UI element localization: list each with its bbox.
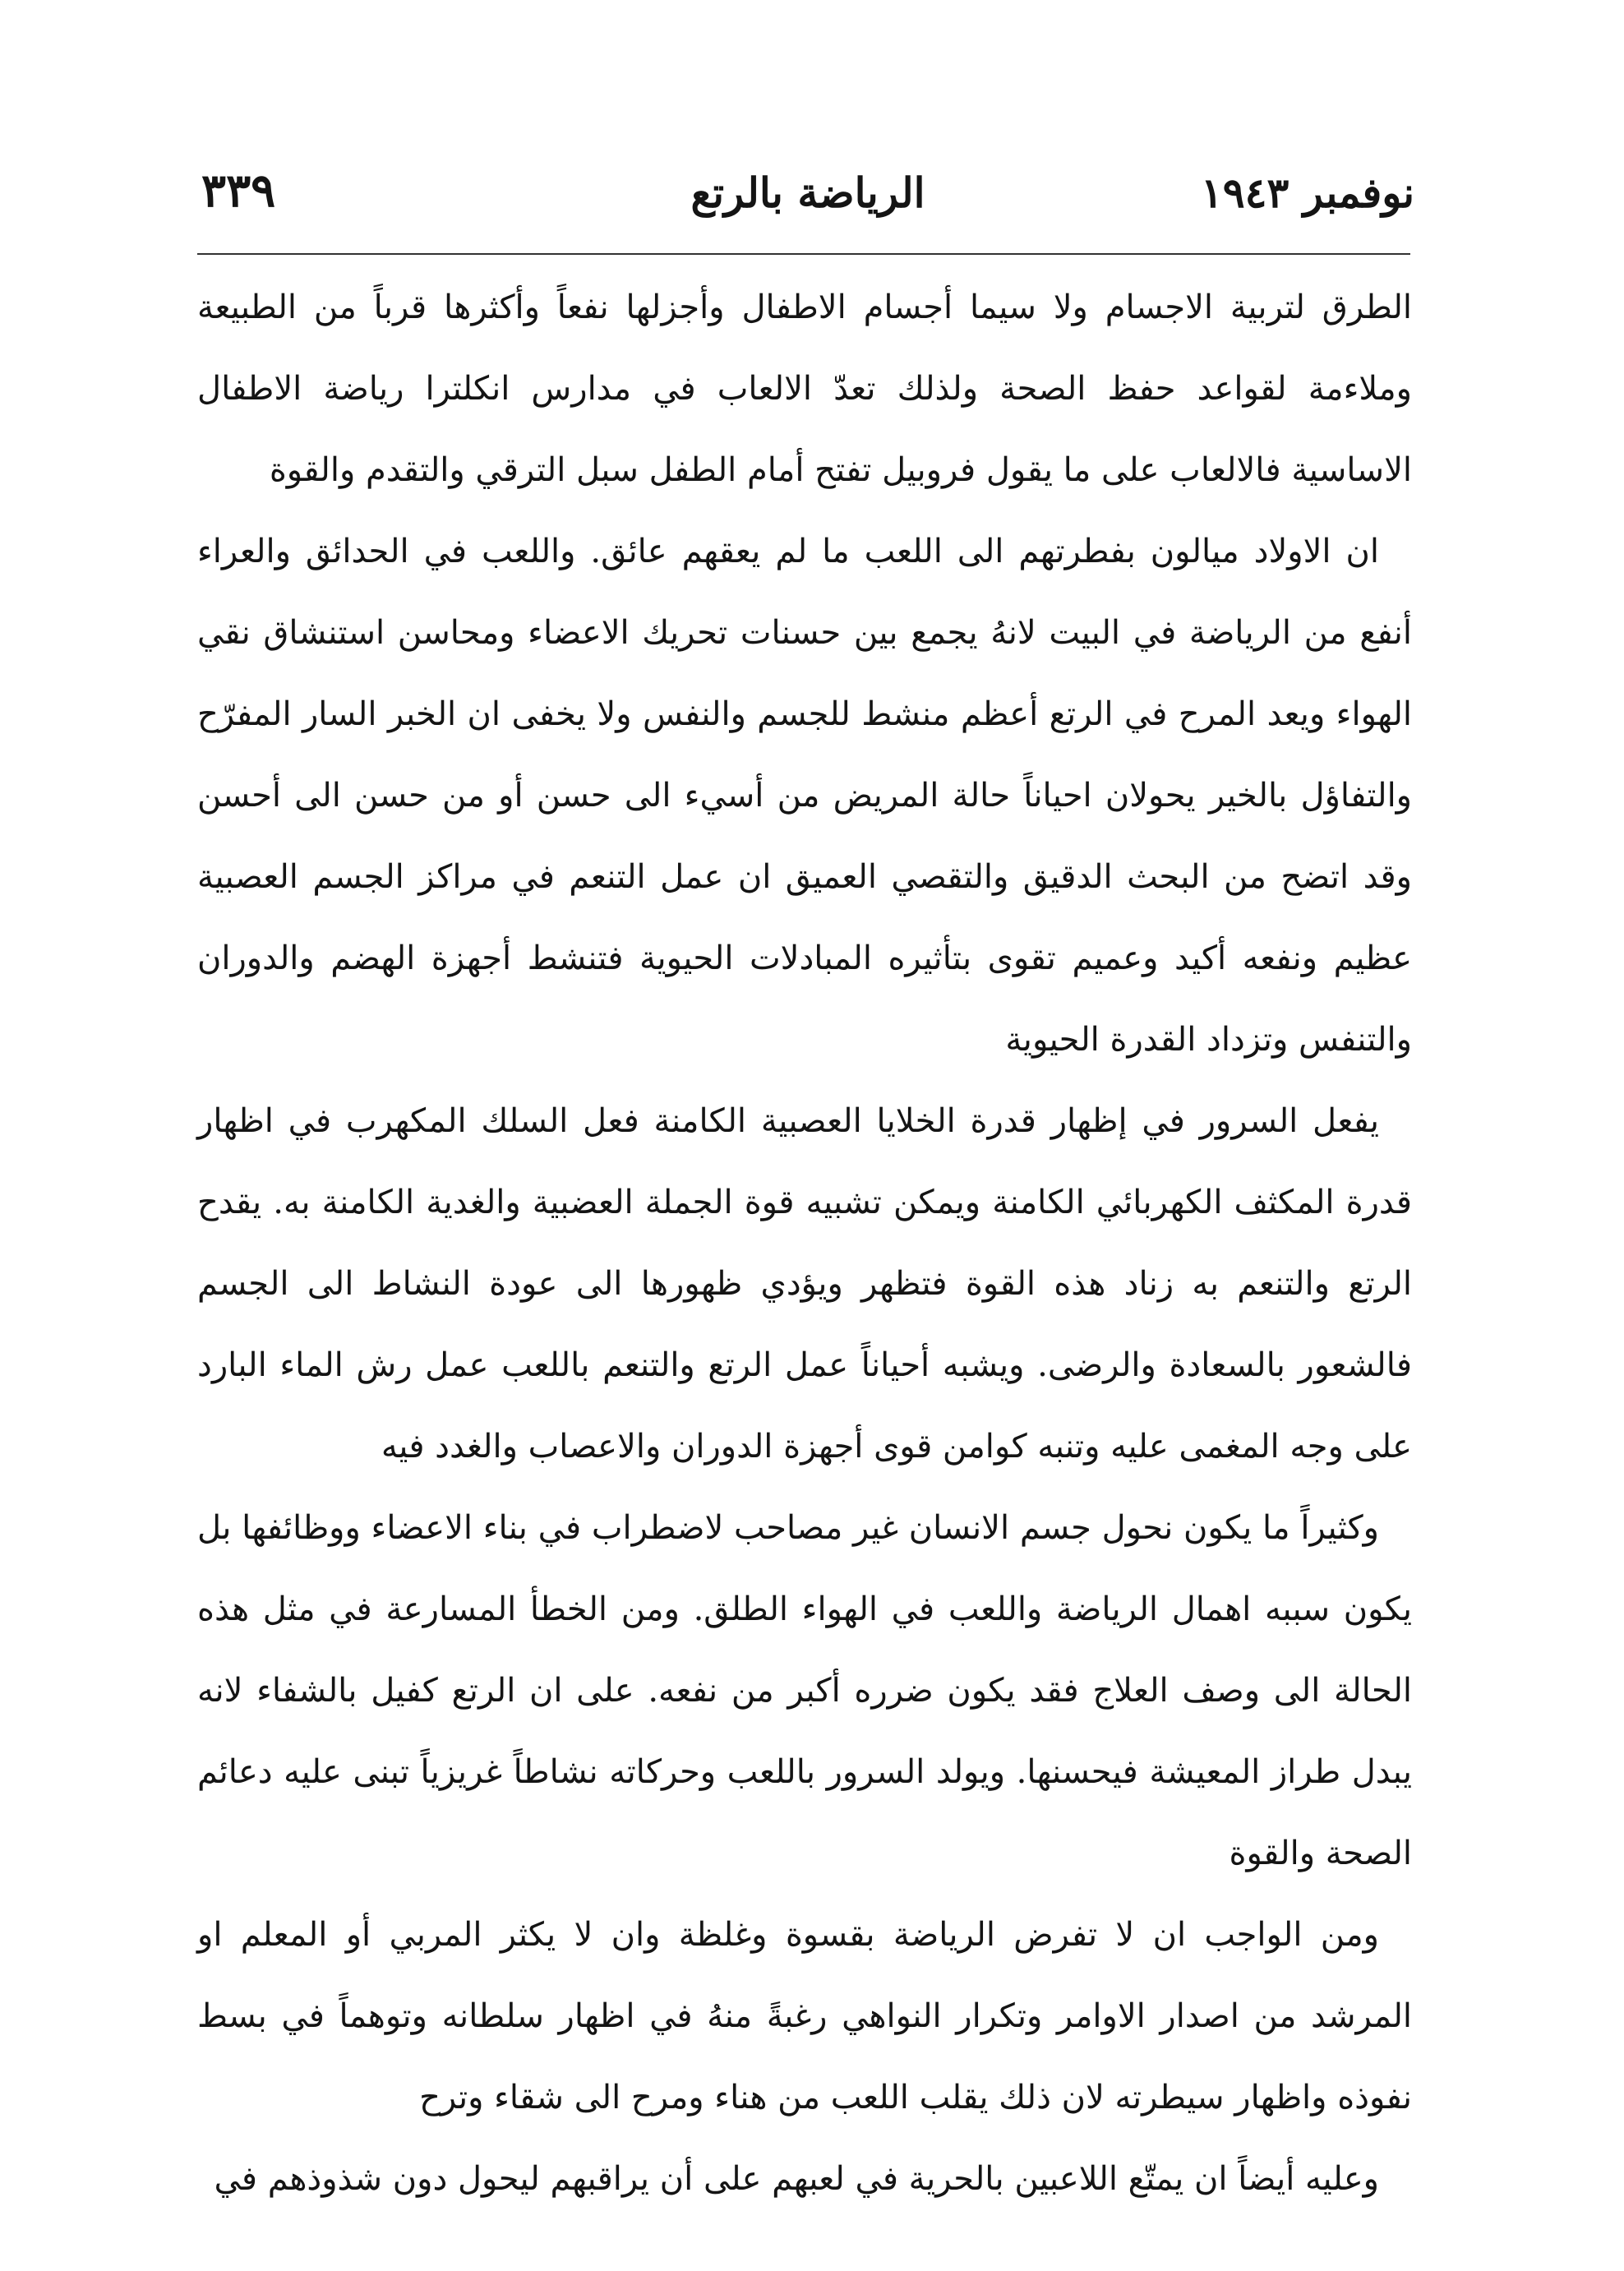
paragraph: وكثيراً ما يكون نحول جسم الانسان غير مصاحب لاضطراب في بناء الاعضاء ووظائفها بل يكون سببه اهمال الرياضة واللعب في الهواء الطلق. ومن الخطأ المسارعة في مثل هذه الحالة الى وصف العلاج فقد يكون ضرره أكبر من نفعه. على ان الرتع كفيل بالشفاء لانه يبدل طراز المعيشة فيحسنها. ويولد السرور باللعب وحركاته نشاطاً غريزياً تبنى عليه دعائم الصحة والقوة — [197, 1509, 1412, 1872]
body-text — [197, 267, 1412, 2220]
header-rule — [197, 253, 1410, 255]
paragraph: يفعل السرور في إظهار قدرة الخلايا العصبية الكامنة فعل السلك المكهرب في اظهار قدرة المكثف الكهربائي الكامنة ويمكن تشبيه قوة الجملة العضبية والغدية الكامنة به. يقدح الرتع والتنعم به زناد هذه القوة فتظهر ويؤدي ظهورها الى عودة النشاط الى الجسم فالشعور بالسعادة والرضى. ويشبه أحياناً عمل الرتع والتنعم باللعب عمل رش الماء البارد على وجه المغمى عليه وتنبه كوامن قوى أجهزة الدوران والاعصاب والغدد فيه — [197, 1102, 1412, 1466]
paragraph: ومن الواجب ان لا تفرض الرياضة بقسوة وغلظة وان لا يكثر المربي أو المعلم او المرشد من اصدار الاوامر وتكرار النواهي رغبةً منهُ في اظهار سلطانه وتوهماً في بسط نفوذه واظهار سيطرته لان ذلك يقلب اللعب من هناء ومرح الى شقاء وترح — [197, 1916, 1413, 2116]
paragraph: وعليه أيضاً ان يمتّع اللاعبين بالحرية في لعبهم على أن يراقبهم ليحول دون شذوذهم في — [214, 2160, 1379, 2198]
running-header — [201, 160, 1414, 226]
page-number: ٣٣٩ — [201, 164, 276, 218]
header-date: نوفمبر ١٩٤٣ — [1200, 168, 1414, 217]
paragraph: الطرق لتربية الاجسام ولا سيما أجسام الاطفال وأجزلها نفعاً وأكثرها قرباً من الطبيعة وملاءمة لقواعد حفظ الصحة ولذلك تعدّ الالعاب في مدارس انكلترا رياضة الاطفال الاساسية فالالعاب على ما يقول فروبيل تفتح أمام الطفل سبل الترقي والتقدم والقوة — [197, 288, 1412, 489]
paragraph: ان الاولاد ميالون بفطرتهم الى اللعب ما لم يعقهم عائق. واللعب في الحدائق والعراء أنفع من الرياضة في البيت لانهُ يجمع بين حسنات تحريك الاعضاء ومحاسن استنشاق نقي الهواء ويعد المرح في الرتع أعظم منشط للجسم والنفس ولا يخفى ان الخبر السار المفرّح والتفاؤل بالخير يحولان احياناً حالة المريض من أسيء الى حسن أو من حسن الى أحسن وقد اتضح من البحث الدقيق والتقصي العميق ان عمل التنعم في مراكز الجسم العصبية عظيم ونفعه أكيد وعميم تقوى بتأثيره المبادلات الحيوية فتنشط أجهزة الهضم والدوران والتنفس وتزداد القدرة الحيوية — [197, 533, 1412, 1059]
header-title: الرياضة بالرتع — [690, 168, 925, 217]
